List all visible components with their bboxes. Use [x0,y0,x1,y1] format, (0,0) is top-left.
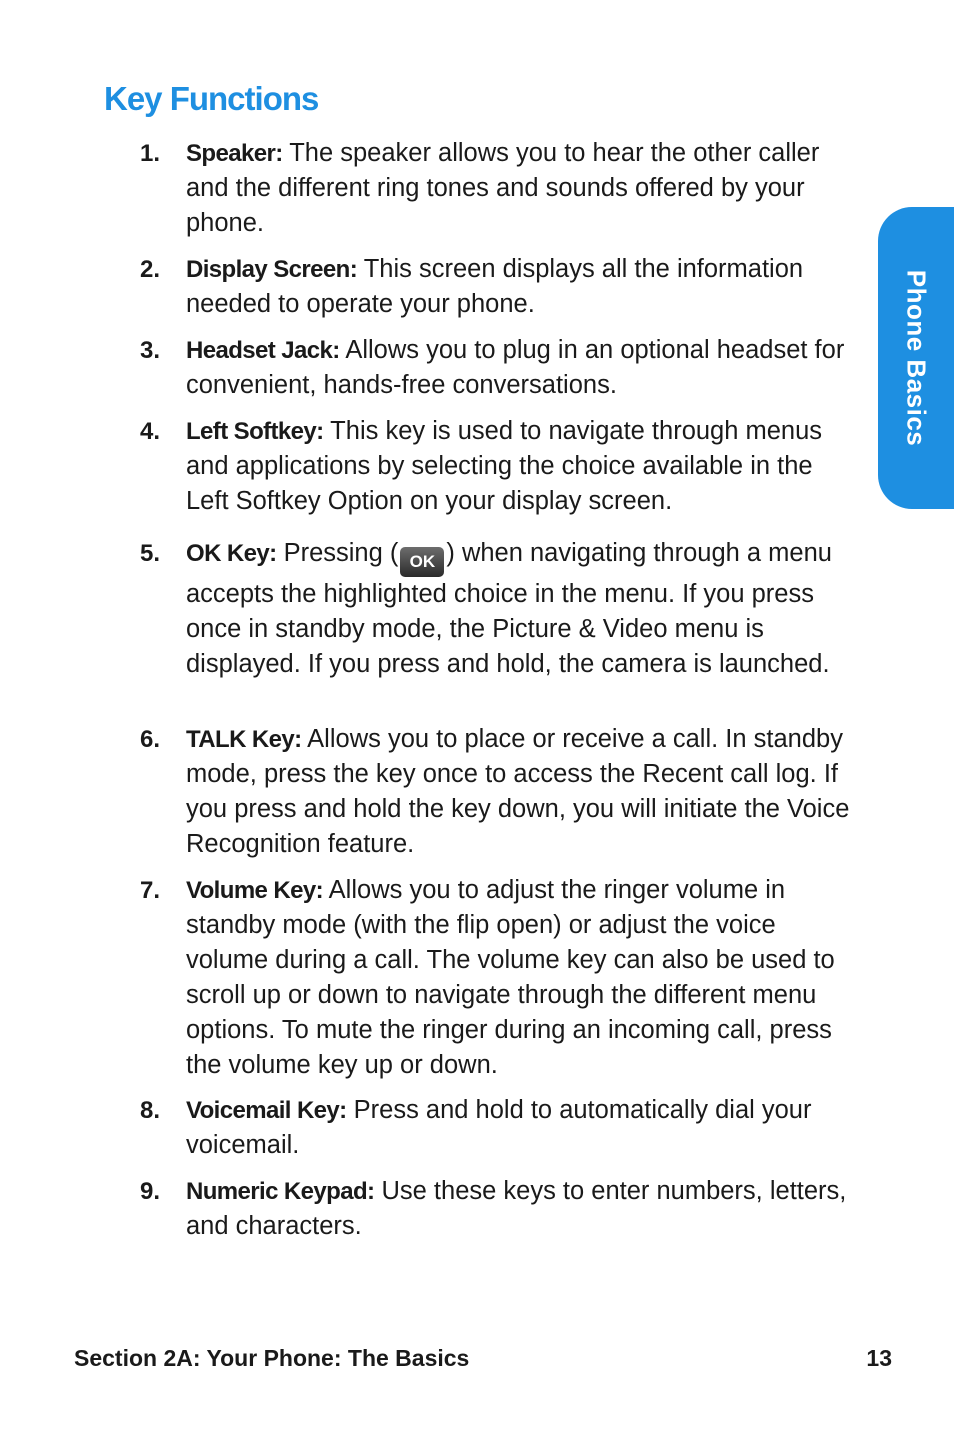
item-text: Use these keys to enter numbers, letters, and characters. [186,1177,847,1240]
item-body [186,1093,862,1163]
item-text: The speaker allows you to hear the other caller and the different ring tones and sounds offered by your phone. [186,139,820,237]
list-item-headset-jack [140,333,870,403]
item-body [186,1174,862,1244]
item-body [186,252,862,322]
item-term: Voicemail Key: [186,1097,347,1124]
item-number: 9. [140,1178,161,1205]
list-item-voicemail-key [140,1093,870,1163]
list-item-talk-key [140,722,870,862]
list-item-speaker [140,136,870,241]
item-text: This screen displays all the information needed to operate your phone. [186,255,804,318]
item-body [186,333,862,403]
item-text: Press and hold to automatically dial your voicemail. [186,1096,812,1159]
item-body [186,536,862,682]
page-number: 13 [866,1345,892,1371]
list-item-display-screen [140,252,870,322]
item-number: 6. [140,726,161,753]
item-number: 3. [140,337,161,364]
item-text: This key is used to navigate through menus and applications by selecting the choice available in the Left Softkey Option on your display screen. [186,417,823,515]
item-term: Speaker: [186,140,283,167]
list-item-ok-key [140,536,870,682]
item-body [186,722,862,862]
item-text: ) when navigating through a menu accepts the highlighted choice in the menu. If you press once in standby mode, the Picture & Video menu is displayed. If you press and hold, the camera is launched. [186,539,832,678]
item-term: OK Key: [186,540,277,567]
item-number: 5. [140,540,161,567]
item-number: 4. [140,418,161,445]
list-item-numeric-keypad [140,1174,870,1244]
item-term: Display Screen: [186,256,358,283]
section-side-tab [878,207,954,509]
item-term: TALK Key: [186,726,302,753]
item-text: Allows you to adjust the ringer volume in standby mode (with the flip open) or adjust the voice volume during a call. The volume key can also be used to scroll up or down to navigate through the different menu options. To mute the ringer during an incoming call, press the volume key up or down. [186,876,835,1079]
item-term: Volume Key: [186,877,323,904]
item-text: Allows you to place or receive a call. In standby mode, press the key once to access the Recent call log. If you press and hold the key down, you will initiate the Voice Recognition feature. [186,725,850,858]
ok-key-icon: OK [400,547,444,577]
item-term: Left Softkey: [186,418,324,445]
side-tab-label: Phone Basics [901,269,932,447]
item-body [186,873,862,1083]
footer-section-title: Section 2A: Your Phone: The Basics [74,1345,470,1371]
item-number: 7. [140,877,161,904]
list-item-volume-key [140,873,870,1083]
item-term: Numeric Keypad: [186,1178,375,1205]
item-term: Headset Jack: [186,337,340,364]
item-text: Allows you to plug in an optional headset for convenient, hands-free conversations. [186,336,845,399]
item-number: 8. [140,1097,161,1124]
list-item-left-softkey [140,414,870,519]
item-body [186,414,862,519]
item-text: Pressing ( [276,539,399,567]
item-body [186,136,862,241]
item-number: 2. [140,256,161,283]
item-number: 1. [140,140,161,167]
page-heading: Key Functions [104,80,319,117]
